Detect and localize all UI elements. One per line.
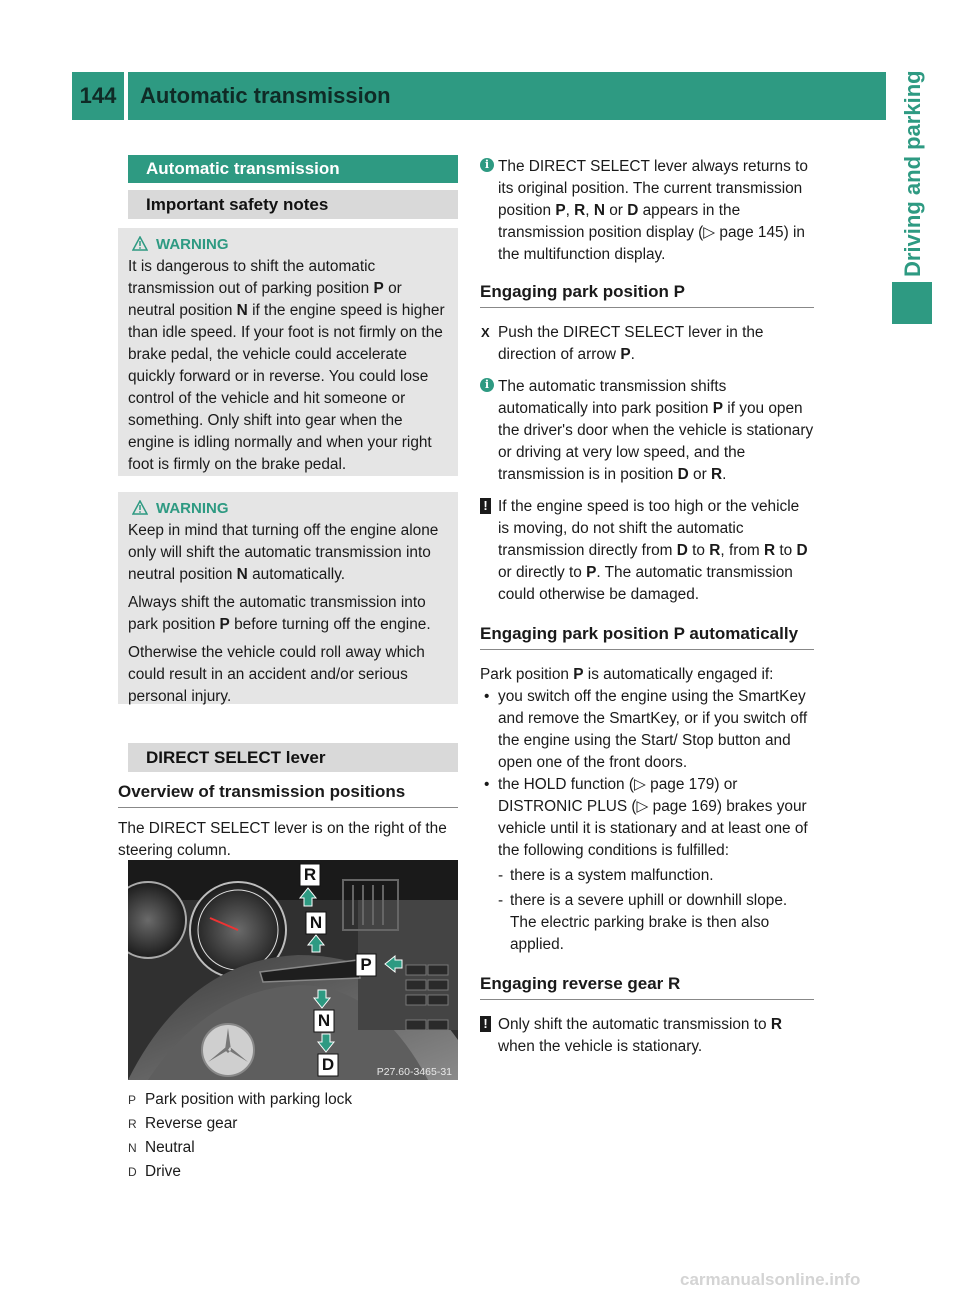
label-n-up: N xyxy=(309,913,323,932)
bullet-item: • the HOLD function (▷ page 179) or DISTRONIC PLUS (▷ page 169) brakes your vehicle until it is stationary and at least one of the following conditions is fulfilled: xyxy=(484,776,808,859)
section-title: Automatic transmission xyxy=(128,155,458,183)
page-ref-arrow-icon: ▷ xyxy=(703,224,716,241)
warning-text: It is dangerous to shift the automatic transmission out of parking position P or neutral position N if the engine speed is higher than idle speed. If your foot is not firmly on the brake pedal, the vehicle could accelerate quickly forward or in reverse. You could lose control of the vehicle and hit someone or something. Only shift into gear when the engine is idling normally and when your right foot is firmly on the brake pedal. xyxy=(128,258,445,473)
warning-label: WARNING xyxy=(156,500,229,517)
auto-park-intro: Park position P is automatically engaged if: xyxy=(480,666,774,683)
side-tab-label: Driving and parking xyxy=(900,70,925,277)
left-column xyxy=(118,155,458,862)
engage-park-title: Engaging park position P xyxy=(480,282,814,308)
page-ref-arrow-icon: ▷ xyxy=(636,798,649,815)
label-p: P xyxy=(360,955,372,974)
info-icon: i xyxy=(480,378,494,392)
warning-triangle-icon xyxy=(132,500,148,515)
info-icon: i xyxy=(480,158,494,172)
legend-item: D Drive xyxy=(128,1163,181,1180)
steering-lever-image xyxy=(128,860,458,1080)
dash-item: - there is a severe uphill or downhill slope. The electric parking brake is then also applied. xyxy=(498,892,788,953)
watermark: carmanualsonline.info xyxy=(680,1270,861,1289)
label-d: D xyxy=(321,1055,335,1074)
warning-box-2 xyxy=(118,492,458,704)
legend xyxy=(128,1088,458,1184)
overview-title: Overview of transmission positions xyxy=(118,782,458,808)
caution-icon: ! xyxy=(480,498,491,514)
warning-heading xyxy=(128,498,450,520)
right-column xyxy=(480,156,814,1058)
header-title: Automatic transmission xyxy=(140,83,391,108)
direct-select-illustration xyxy=(128,860,458,1080)
warning-box-1 xyxy=(118,228,458,476)
auto-park-title: Engaging park position P automatically xyxy=(480,624,814,650)
lever-title: DIRECT SELECT lever xyxy=(128,743,458,772)
safety-title: Important safety notes xyxy=(128,190,458,219)
legend-item: N Neutral xyxy=(128,1139,195,1156)
step-item: X Push the DIRECT SELECT lever in the direction of arrow P. xyxy=(481,324,764,363)
side-tab-marker xyxy=(892,282,932,324)
page-number: 144 xyxy=(79,83,117,108)
label-r: R xyxy=(303,865,317,884)
legend-item: P Park position with parking lock xyxy=(128,1091,353,1108)
caution-note-2: ! Only shift the automatic transmission to R when the vehicle is stationary. xyxy=(480,1014,814,1058)
warning-heading xyxy=(128,234,450,256)
side-tab xyxy=(886,72,960,277)
figure-code: P27.60-3465-31 xyxy=(376,1066,452,1078)
dash-item: - there is a system malfunction. xyxy=(498,867,714,884)
caution-icon: ! xyxy=(480,1016,491,1032)
page-ref-arrow-icon: ▷ xyxy=(634,776,646,793)
warning-text: Keep in mind that turning off the engine alone only will shift the automatic transmission into neutral position N automatically. Always shift the automatic transmission into park position P before turning off the engine. Otherwise the vehicle could roll away which could result in an accident and/or serious personal injury. xyxy=(128,522,439,705)
legend-item: R Reverse gear xyxy=(128,1115,238,1132)
overview-text: The DIRECT SELECT lever is on the right of the steering column. xyxy=(118,820,447,859)
warning-label: WARNING xyxy=(156,236,229,253)
label-n-down: N xyxy=(317,1011,331,1030)
warning-triangle-icon xyxy=(132,236,148,251)
step-icon: X xyxy=(481,325,490,340)
header-title-bar xyxy=(128,72,886,120)
page-number-block xyxy=(72,72,124,120)
reverse-title: Engaging reverse gear R xyxy=(480,974,814,1000)
caution-note-1: ! If the engine speed is too high or the vehicle is moving, do not shift the automatic transmission directly from D to R, from R to D or directly to P. The automatic transmission could otherwise be damaged. xyxy=(480,496,814,606)
bullet-item: • you switch off the engine using the SmartKey and remove the SmartKey, or if you switch off the engine using the Start/ Stop button and open one of the front doors. xyxy=(484,688,808,771)
info-note-2: i The automatic transmission shifts automatically into park position P if you open the driver's door when the vehicle is stationary or driving at very low speed, and the transmission is in position D or R. xyxy=(480,376,814,486)
info-note-1: i The DIRECT SELECT lever always returns to its original position. The current transmission position P, R, N or D appears in the transmission position display (▷ page 145) in the multifunction display. xyxy=(480,156,814,266)
